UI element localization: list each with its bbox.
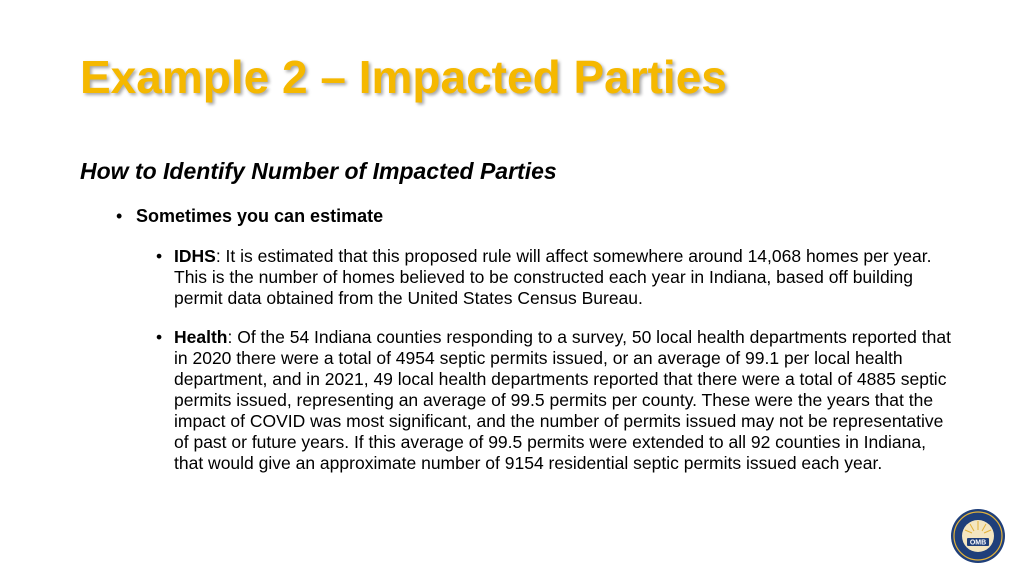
bullet-body bbox=[174, 327, 956, 474]
bullet-idhs bbox=[156, 246, 956, 309]
bullet-detail: : Of the 54 Indiana counties responding to a survey, 50 local health departments reported that in 2020 there were a total of 4954 septic permits issued, or an average of 99.1 per local health department, and in 2021, 49 local health departments reported that there were a total of 4885 septic permits issued, representing an average of 99.5 permits per county. These were the years that the impact of COVID was most significant, and the number of permits issued may not be representative of past or future years. If this average of 99.5 permits were extended to all 92 counties in Indiana, that would give an approximate number of 9154 residential septic permits issued each year. bbox=[174, 327, 951, 473]
slide-title: Example 2 – Impacted Parties bbox=[80, 51, 727, 103]
bullet-dot: • bbox=[156, 246, 163, 266]
bullet-dot: • bbox=[156, 327, 163, 347]
bullet-body bbox=[174, 246, 956, 309]
seal-text: OMB bbox=[969, 539, 987, 547]
bullet-text: Sometimes you can estimate bbox=[136, 206, 384, 226]
slide-subtitle: How to Identify Number of Impacted Parties bbox=[80, 158, 557, 184]
bullet-lead: IDHS bbox=[174, 246, 216, 266]
bullet-dot: • bbox=[116, 206, 123, 226]
bullet-health bbox=[156, 327, 956, 474]
bullet-sometimes-estimate bbox=[116, 206, 383, 228]
bullet-lead: Health bbox=[174, 327, 228, 347]
omb-seal-icon bbox=[950, 508, 1006, 564]
bullet-detail: : It is estimated that this proposed rule will affect somewhere around 14,068 homes per year. This is the number of homes believed to be constructed each year in Indiana, based off building permit data obtained from the United States Census Bureau. bbox=[174, 246, 932, 308]
